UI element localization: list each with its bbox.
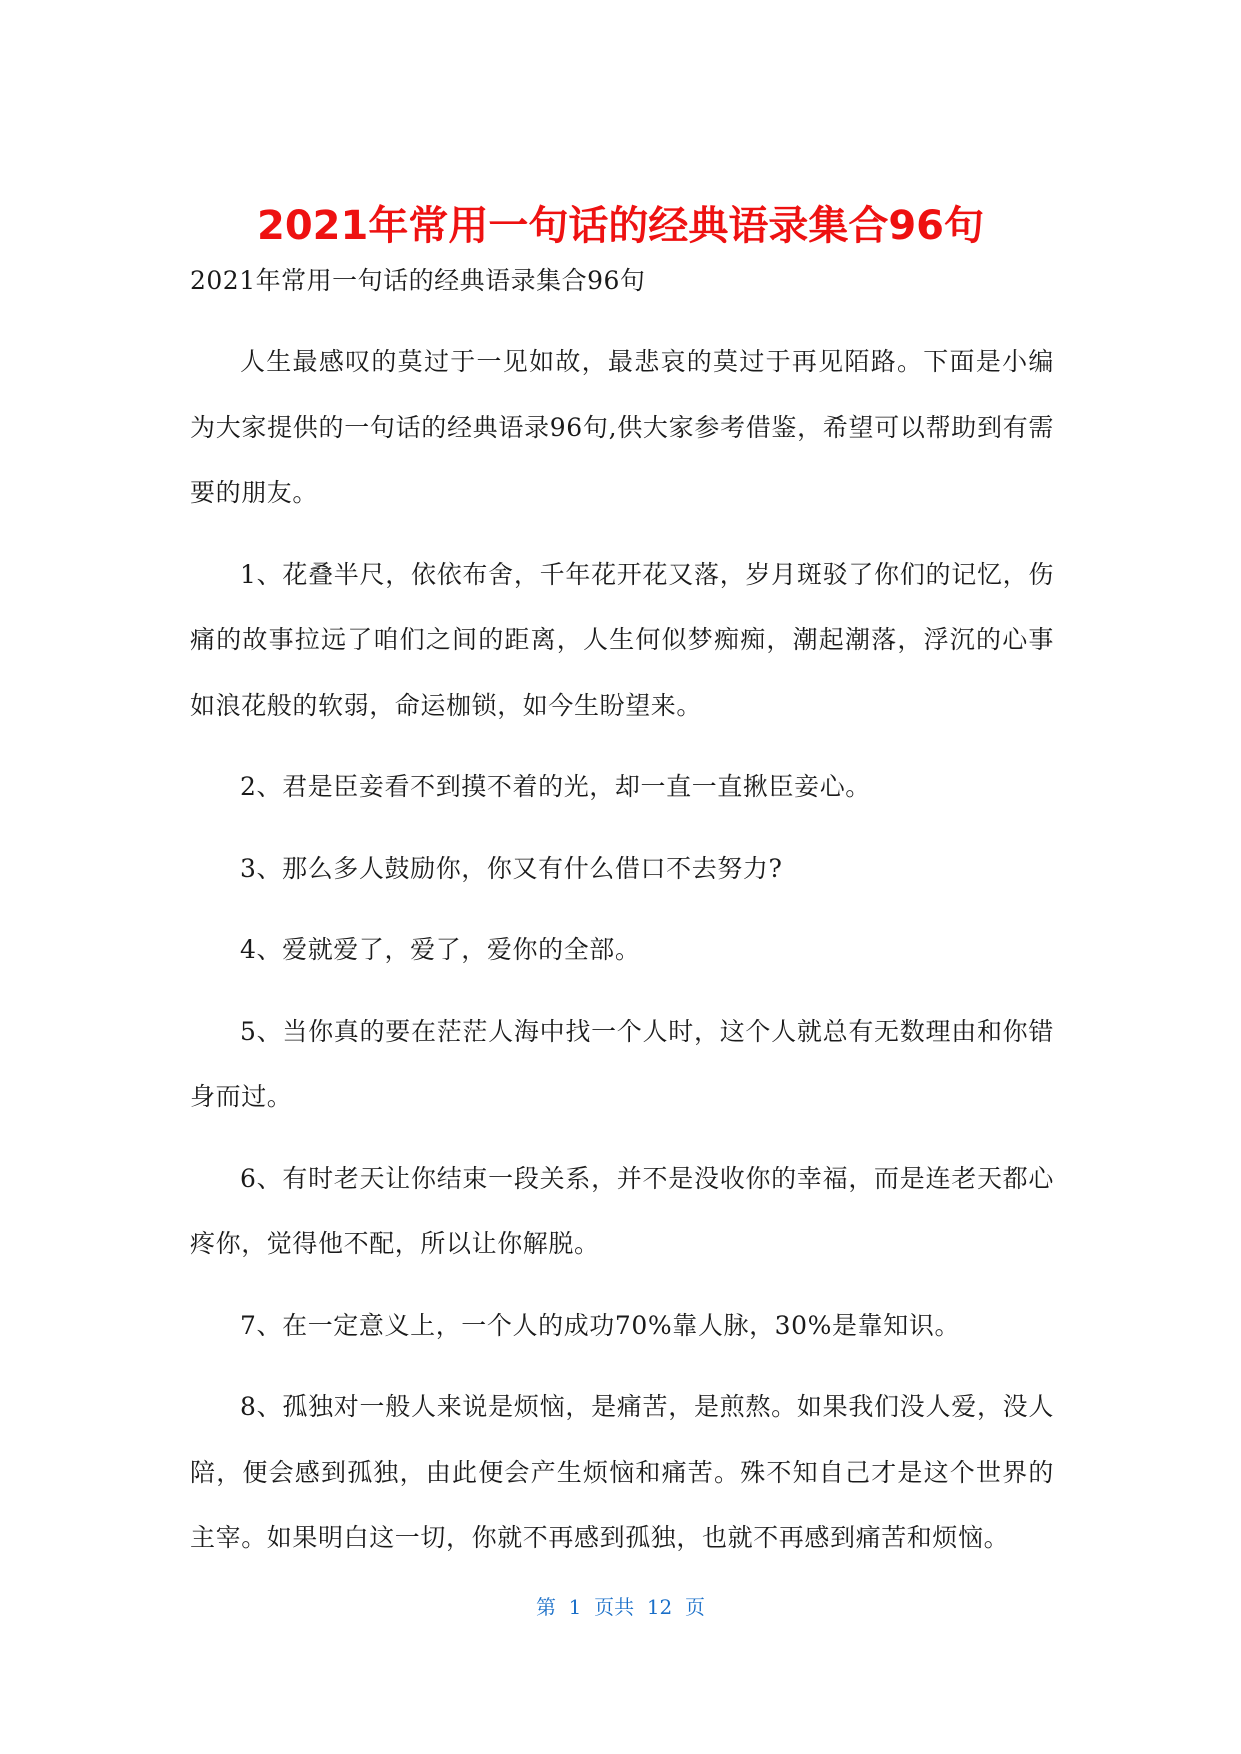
quote-paragraph-6: 6、有时老天让你结束一段关系，并不是没收你的幸福，而是连老天都心疼你，觉得他不配，所以让你解脱。 <box>190 1163 1054 1258</box>
quote-paragraph-5: 5、当你真的要在茫茫人海中找一个人时，这个人就总有无数理由和你错身而过。 <box>190 1016 1054 1111</box>
quote-paragraph-4: 4、爱就爱了，爱了，爱你的全部。 <box>240 935 641 964</box>
document-body <box>190 257 1054 1571</box>
quote-paragraph-8: 8、孤独对一般人来说是烦恼，是痛苦，是煎熬。如果我们没人爱，没人陪，便会感到孤独，由此便会产生烦恼和痛苦。殊不知自己才是这个世界的主宰。如果明白这一切，你就不再感到孤独，也就不再感到痛苦和烦恼。 <box>190 1392 1054 1552</box>
intro-paragraph: 人生最感叹的莫过于一见如故，最悲哀的莫过于再见陌路。下面是小编为大家提供的一句话的经典语录96句,供大家参考借鉴，希望可以帮助到有需要的朋友。 <box>190 347 1054 507</box>
document-subtitle: 2021年常用一句话的经典语录集合96句 <box>190 266 646 295</box>
document-title: 2021年常用一句话的经典语录集合96句 <box>257 203 984 249</box>
quote-paragraph-2: 2、君是臣妾看不到摸不着的光，却一直一直揪臣妾心。 <box>240 772 871 801</box>
quote-paragraph-7: 7、在一定意义上，一个人的成功70%靠人脉，30%是靠知识。 <box>240 1310 961 1340</box>
quote-paragraph-1: 1、花叠半尺，依依布舍，千年花开花又落，岁月斑驳了你们的记忆，伤痛的故事拉远了咱们之间的距离，人生何似梦痴痴，潮起潮落，浮沉的心事如浪花般的软弱，命运枷锁，如今生盼望来。 <box>190 559 1054 720</box>
page-number-footer: 第 1 页共 12 页 <box>535 1595 706 1619</box>
quote-paragraph-3: 3、那么多人鼓励你，你又有什么借口不去努力? <box>240 853 783 883</box>
